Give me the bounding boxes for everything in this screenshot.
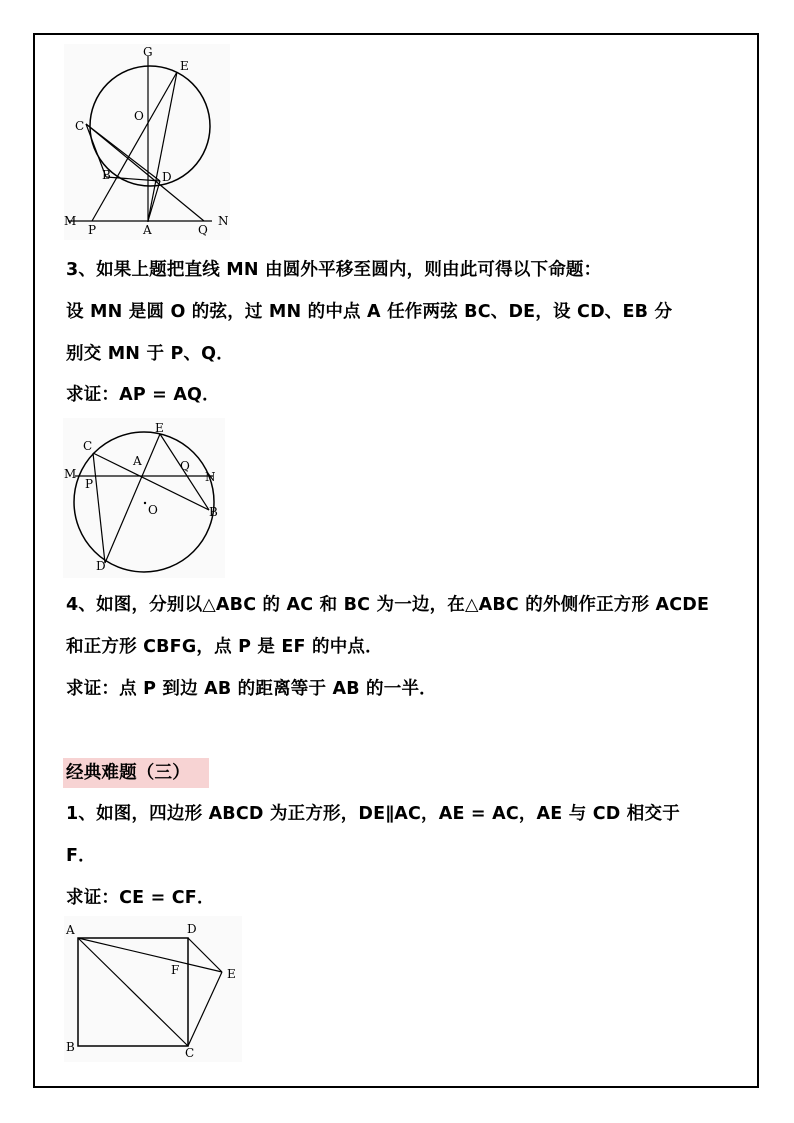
figure-square-abcd bbox=[64, 916, 242, 1062]
fig3-label-C: C bbox=[185, 1046, 195, 1060]
fig2-label-A: A bbox=[133, 454, 142, 468]
fig1-label-A: A bbox=[143, 223, 152, 237]
fig1-label-P: P bbox=[88, 223, 97, 237]
figure-circle-tangent-line bbox=[64, 44, 230, 240]
problem3-line3: 别交 MN 于 P、Q． bbox=[66, 344, 234, 364]
fig1-label-B: B bbox=[102, 168, 111, 182]
fig1-label-O: O bbox=[134, 109, 144, 123]
fig2-label-B: B bbox=[209, 505, 218, 519]
problem1-proof: 求证：CE = CF． bbox=[66, 888, 215, 908]
fig1-label-G: G bbox=[143, 45, 153, 59]
fig3-label-D: D bbox=[187, 922, 197, 936]
fig1-label-D: D bbox=[162, 170, 172, 184]
fig2-label-P: P bbox=[85, 477, 94, 491]
fig1-label-M: M bbox=[64, 214, 77, 228]
fig2-label-D: D bbox=[96, 559, 106, 573]
fig2-label-Q: Q bbox=[180, 459, 190, 473]
problem3-line2: 设 MN 是圆 O 的弦，过 MN 的中点 A 任作两弦 BC、DE，设 CD、EB 分 bbox=[66, 302, 673, 322]
figure-circle-chord bbox=[63, 418, 225, 578]
problem1-line2: F． bbox=[66, 846, 96, 866]
fig3-label-E: E bbox=[227, 967, 236, 981]
section-heading: 经典难题（三） bbox=[66, 763, 190, 783]
fig2-label-N: N bbox=[205, 470, 216, 484]
problem4-line2: 和正方形 CBFG，点 P 是 EF 的中点． bbox=[66, 637, 383, 657]
problem1-line1: 1、如图，四边形 ABCD 为正方形，DE∥AC，AE = AC，AE 与 CD 相交于 bbox=[66, 804, 680, 824]
fig3-label-F: F bbox=[171, 963, 180, 977]
fig1-label-Q: Q bbox=[198, 223, 208, 237]
fig2-label-M: M bbox=[64, 467, 77, 481]
fig2-label-C: C bbox=[83, 439, 93, 453]
fig3-label-A: A bbox=[66, 923, 75, 937]
fig3-label-B: B bbox=[66, 1040, 75, 1054]
problem3-proof: 求证：AP = AQ． bbox=[66, 385, 220, 405]
fig1-label-N: N bbox=[218, 214, 229, 228]
fig1-label-E: E bbox=[180, 59, 189, 73]
fig2-label-O: O bbox=[148, 503, 158, 517]
fig1-label-C: C bbox=[75, 119, 85, 133]
problem4-proof: 求证：点 P 到边 AB 的距离等于 AB 的一半． bbox=[66, 679, 437, 699]
problem3-line1: 3、如果上题把直线 MN 由圆外平移至圆内，则由此可得以下命题： bbox=[66, 260, 602, 280]
problem4-line1: 4、如图，分别以△ABC 的 AC 和 BC 为一边，在△ABC 的外侧作正方形 ACDE bbox=[66, 595, 710, 615]
fig2-label-E: E bbox=[155, 421, 164, 435]
